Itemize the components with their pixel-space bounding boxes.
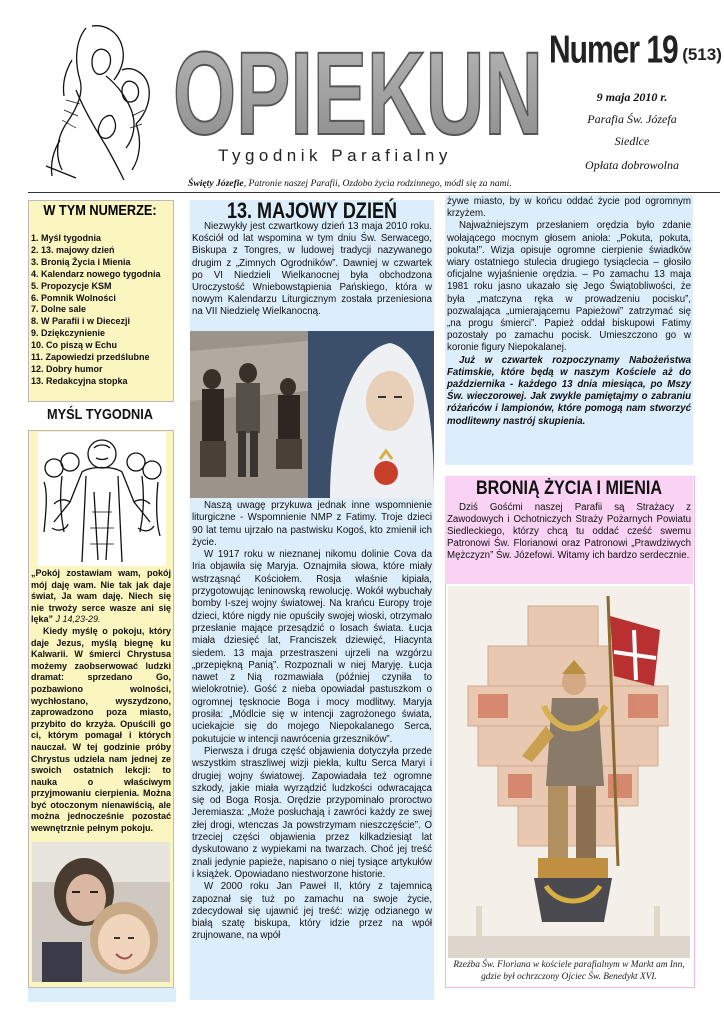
tagline-bold: Święty Józefie: [188, 178, 244, 189]
toc-item[interactable]: 10. Co piszą w Echu: [31, 340, 118, 351]
thought-heading: MYŚL TYGODNIA: [46, 406, 154, 423]
article-may13-intro: [192, 221, 432, 319]
toc-item[interactable]: 6. Pomnik Wolności: [31, 292, 116, 303]
parish-name: Parafia Św. Józefa: [587, 112, 677, 126]
masthead-title: [168, 16, 548, 166]
issue-number: [549, 28, 722, 72]
tagline: [188, 178, 512, 189]
toc-item[interactable]: 11. Zapowiedzi przedślubne: [31, 352, 150, 363]
paragraph: żywe miasto, by w końcu oddać życie pod ogromnym krzyżem.: [447, 196, 691, 220]
tagline-rest: , Patronie naszej Parafii, Ozdobo życia rodzinnego, módl się za nami.: [243, 178, 512, 189]
masthead-subtitle: Tygodnik Parafialny: [218, 146, 452, 165]
toc-item[interactable]: 1. Myśl tygodnia: [31, 233, 102, 243]
jesus-apostles-drawing: [38, 432, 166, 566]
paragraph: W 2000 roku Jan Paweł II, który z tajemnicą zapoznał się tuż po zamachu na swoje życie, zdecydował się ujawnić jej treść: wizję odzianego w białą szatę biskupa, który idzie przez na wpół zrujnowane, na wpół: [192, 881, 432, 942]
paragraph: Naszą uwagę przykuwa jednak inne wspomnienie liturgiczne - Wspomnienie NMP z Fatimy. Troje dzieci 90 lat temu ujrzało na pastwisku Kogoś, kto zmienił ich życie.: [192, 500, 432, 548]
city-name: Siedlce: [614, 134, 650, 148]
toc-item[interactable]: 5. Propozycje KSM: [31, 280, 112, 291]
toc-heading: W TYM NUMERZE:: [43, 202, 157, 219]
thought-reference: J 14,23-29.: [53, 614, 101, 625]
toc-item[interactable]: 2. 13. majowy dzień: [31, 244, 115, 255]
paragraph: W 1917 roku w nieznanej nikomu dolinie Cova da Iria objawiła się Maryja. Oznajmiła słowa, które miały wstrząsnąć Kościołem. Rosja właśnie kipiała, przygotowując leninowską rewolucję. Wokół wybuchały bomby I-szej wojny światowej. Na krańcu Europy troje dzieci, które nigdy nie opuściły swojej wioski, otrzymało przesłanie mające przesądzić o losach świata. Łucja miała dziesięć lat, Franciszek dziewięć, Hiacynta siedem. 13 maja przestraszeni ujrzeli na wzgórzu „przepiękną Panią”. Rozpoznali w niej Maryję. Łucja nawet z Nią rozmawiała (później czyniła to wielokrotnie). Gość z nieba opowiadał pastuszkom o ogromnej tęsknocie Boga i mocy modlitwy. Maryja prosiła: „Módlcie się w intencji zagrożonego świata, uciekajcie się do mojego Niepokalanego Serca, pokutujcie w intencji nawrócenia grzeszników”.: [192, 549, 432, 745]
paragraph: Dziś Gośćmi naszej Parafii są Strażacy z Zawodowych i Ochotniczych Straży Pożarnych Powiatu Siedleckiego, którzy chcą tu oddać cześć swemu Patronowi Św. Florianowi oraz Patronowi „Prawdziwych Mężczyzn” Św. Józefowi. Witamy ich bardzo serdecznie.: [447, 502, 691, 562]
left-footer-strip: [28, 988, 176, 1002]
toc-item[interactable]: 7. Dolne sale: [31, 304, 87, 315]
toc-item[interactable]: 9. Dziękczynienie: [31, 328, 106, 339]
toc-item[interactable]: 8. W Parafii i w Diecezji: [31, 316, 131, 327]
price-note: Opłata dobrowolna: [585, 158, 679, 172]
article-may13-continued: [447, 196, 691, 428]
paragraph: Niezwykły jest czwartkowy dzień 13 maja 2010 roku. Kościół od lat wspomina w tym dniu Św. Serwacego, Biskupa z Tongres, w ludowej tradycji nazywanego drugim z „Zimnych Ogrodników”. Dawniej w czwartek po VI Niedzieli Wielkanocnej była obchodzona Uroczystość Wniebowstąpienia Pańskiego, która w nowym Kalendarzu Liturgicznym została przeniesiona na VII Niedzielę Wielkanocną.: [192, 221, 432, 318]
article-may13-heading: 13. MAJOWY DZIEŃ: [226, 198, 398, 223]
toc-item[interactable]: 13. Redakcyjna stopka: [31, 375, 128, 386]
thought-quote: „Pokój zostawiam wam, pokój mój daję wam. Nie tak jak daje świat, Ja wam daję. Niech się nie trwoży serce wasze ani się lęka”: [31, 568, 171, 625]
mother-child-photo: [32, 842, 170, 982]
st-florian-statue-photo: [448, 586, 690, 958]
paragraph: Najważniejszym przesłaniem orędzia było zdanie wołającego mocnym głosem anioła: „Pokuta, pokuta, pokuta!”. Wizja opisuje ogromne cierpienie świadków wiary ostatniego stulecia drugiego tysiąclecia – głosiło oficjalne wyjaśnienie orędzia. – Po zamachu 13 maja 1981 roku jasno ukazało się Jego Świątobliwości, że była „matczyna ręka w prowadzeniu pocisku”, pozwalająca „umierającemu Papieżowi” zatrzymać się „na progu śmierci”. Papież oddał biskupowi Fatimy pozostały po zamachu pocisk. Umieszczono go w koronie figury Niepokalanej.: [447, 220, 691, 354]
statue-caption: Rzeźba Św. Floriana w kościele parafialnym w Markt am Inn, gdzie był ochrzczony Ojciec Św. Benedykt XVI.: [453, 960, 685, 982]
toc-item[interactable]: 12. Dobry humor: [31, 363, 103, 374]
issue-date: 9 maja 2010 r.: [596, 90, 668, 104]
article-may13-body: [192, 500, 432, 943]
toc-list: [31, 233, 169, 388]
toc-item[interactable]: 4. Kalendarz nowego tygodnia: [31, 268, 161, 279]
toc-item[interactable]: 3. Bronią Życia i Mienia: [31, 256, 131, 267]
thought-body: Kiedy myślę o pokoju, który daje Jezus, myślą biegnę ku Kalwarii. W śmierci Chrystusa możemy zaobserwować ludzki dramat: sprzedano Go, pozbawiono wolności, wychłostano, wyszydzono, zaprowadzono poza miasto, przybito do krzyża. Opuścili go ci, którym pomagał i których nauczał. W tej godzinie próby Chrystus udziela nam jednej ze swoich ostatnich lekcji: to nauka o właściwym przyjmowaniu cierpienia. Można być otoczonym nienawiścią, ale można jednocześnie pozostać wewnętrznie pełnym pokoju.: [31, 625, 171, 834]
announcement-paragraph: Już w czwartek rozpoczynamy Nabożeństwa Fatimskie, które będą w naszym Kościele aż do października - każdego 13 dnia miesiąca, po Mszy Św. wieczorowej. Jak zwykle pamiętajmy o zabraniu różańców i lampionów, które pomogą nam stworzyć modlitewny nastrój skupienia.: [447, 354, 691, 427]
issue-label: Numer 19: [549, 28, 678, 72]
issue-total: (513): [682, 45, 722, 64]
article-bronia-heading: BRONIĄ ŻYCIA I MIENIA: [475, 478, 663, 499]
masthead-title-text: OPIEKUN: [173, 28, 543, 160]
thought-text: [31, 568, 171, 835]
paragraph: Pierwsza i druga część objawienia dotyczyła przede wszystkim straszliwej wizji piekła, kultu Serca Maryi i drugiej wojny światowej. Zapowiadała też ogromne szkody, jakie miała wyrządzić ludzkości odwracająca się od Boga Rosja. Orędzie przypominało proroctwo Jeremiasza: „Może posłuchają i zawróci każdy ze swej złej drogi, wtenczas Ja powstrzymam nieszczęście”. O trzeciej części objawienia przez kilkadziesiąt lat dyskutowano z wypiekami na twarzach. Choć jej treść znali jedynie papieże, napisano o niej tysiące artykułów i książek. Opowiadano niestworzone historie.: [192, 745, 432, 880]
holy-family-drawing: [36, 20, 164, 186]
article-bronia-text: [447, 502, 691, 562]
masthead-divider: [28, 192, 720, 193]
fatima-photo: [190, 331, 434, 498]
